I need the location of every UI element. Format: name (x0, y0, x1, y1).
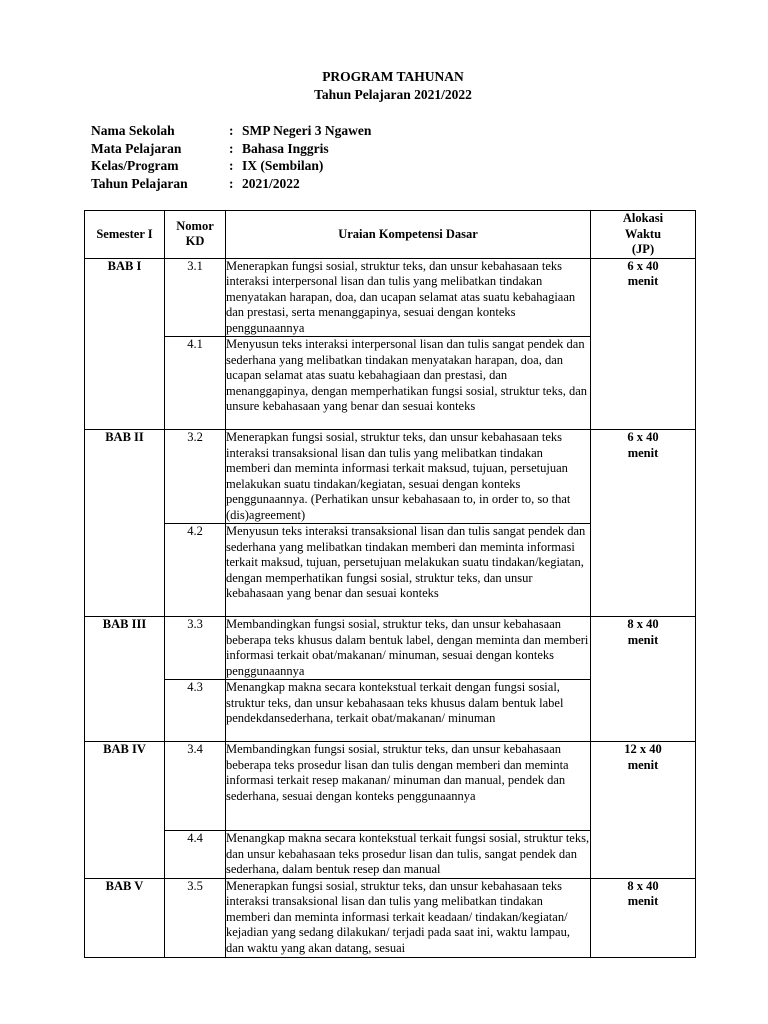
alokasi-cell (591, 878, 696, 957)
info-label: Nama Sekolah (91, 123, 175, 138)
info-colon: : (229, 123, 234, 138)
kd-description: Menyusun teks interaksi interpersonal lisan dan tulis sangat pendek dan sederhana yang melibatkan tindakan menyatakan harapan, doa, dan ucapan selamat atas suatu kebahagiaan dan prestasi, dan menanggapinya, dengan memperhatikan fungsi sosial, struktur teks, dan unsure kebahasaan yang benar dan sesuai konteks (226, 337, 591, 430)
table-row (85, 742, 696, 831)
header-alokasi-label: Alokasi Waktu (JP) (622, 211, 664, 256)
table-row (85, 617, 696, 680)
info-row-year (91, 175, 371, 193)
bab-cell: BAB V (85, 878, 165, 957)
info-row-class (91, 157, 371, 175)
kd-description: Membandingkan fungsi sosial, struktur teks, dan unsur kebahasaan beberapa teks prosedur lisan dan tulis dengan memberi dan meminta informasi terkait resep makanan/ minuman dan manual, pendek dan sederhana, sesuai dengan konteks penggunaannya (226, 742, 591, 831)
kd-number: 3.2 (165, 430, 226, 524)
info-label: Mata Pelajaran (91, 140, 182, 156)
alokasi-value: 12 x 40 menit (624, 742, 662, 772)
alokasi-value: 8 x 40 menit (627, 617, 659, 647)
info-label: Tahun Pelajaran (91, 175, 188, 191)
header-semester: Semester I (85, 211, 165, 259)
bab-cell: BAB II (85, 430, 165, 617)
info-row-school (91, 122, 371, 140)
kd-description: Membandingkan fungsi sosial, struktur teks, dan unsur kebahasaan beberapa teks khusus dalam bentuk label, dengan meminta dan memberi informasi terkait obat/makanan/ minuman, sesuai dengan konteks penggunaannya (226, 617, 591, 680)
alokasi-cell (591, 258, 696, 430)
info-colon: : (229, 140, 234, 156)
alokasi-value: 8 x 40 menit (627, 878, 659, 908)
alokasi-value: 6 x 40 menit (627, 258, 659, 288)
kd-description: Menangkap makna secara kontekstual terkait fungsi sosial, struktur teks, dan unsur kebahasaan teks prosedur lisan dan tulis, sangat pendek dan sederhana, dalam bentuk resep dan manual (226, 831, 590, 876)
alokasi-value: 6 x 40 menit (627, 430, 659, 460)
header-nomor-kd-label: Nomor KD (176, 218, 214, 249)
kd-description: Menerapkan fungsi sosial, struktur teks, dan unsur kebahasaan teks interaksi transaksional lisan dan tulis yang melibatkan tindakan memberi dan meminta informasi terkait keadaan/ tindakan/kegiatan/ kejadian yang sedang dilakukan/ terjadi pada saat ini, waktu lampau, dan waktu yang akan datang, sesuai (226, 878, 591, 957)
header-nomor-kd (165, 211, 226, 259)
kd-number: 4.2 (165, 524, 226, 617)
info-label: Kelas/Program (91, 158, 179, 173)
kompetensi-table (84, 210, 696, 958)
kd-description: Menyusun teks interaksi transaksional lisan dan tulis sangat pendek dan sederhana yang melibatkan tindakan memberi dan meminta informasi terkait maksud, tujuan, persetujuan melakukan suatu tindakan/kegiatan, dengan memperhatikan fungsi sosial, struktur teks, dan unsur kebahasaan yang benar dan sesuai konteks (226, 524, 591, 617)
bab-cell: BAB IV (85, 742, 165, 879)
kd-number: 4.3 (165, 680, 226, 742)
kd-description: Menangkap makna secara kontekstual terkait dengan fungsi sosial, struktur teks, dan unsur kebahasaan teks khusus dalam bentuk label pendekdansederhana, terkait obat/makanan/ minuman (226, 680, 591, 742)
table-row (85, 258, 696, 337)
school-info (91, 122, 371, 192)
document-title: PROGRAM TAHUNAN (322, 69, 464, 84)
header-uraian: Uraian Kompetensi Dasar (226, 211, 591, 259)
bab-cell: BAB III (85, 617, 165, 742)
table-header-row (85, 211, 696, 259)
info-value: Bahasa Inggris (242, 140, 329, 156)
alokasi-cell (591, 617, 696, 742)
bab-cell: BAB I (85, 258, 165, 430)
info-row-subject (91, 140, 371, 158)
alokasi-cell (591, 430, 696, 617)
alokasi-cell (591, 742, 696, 879)
info-value: IX (Sembilan) (242, 158, 324, 173)
info-value: 2021/2022 (242, 175, 300, 191)
table-row (85, 430, 696, 524)
document-subtitle: Tahun Pelajaran 2021/2022 (314, 87, 472, 102)
header-alokasi (591, 211, 696, 259)
table-row (85, 878, 696, 957)
kd-number: 3.3 (165, 617, 226, 680)
kd-description: Menerapkan fungsi sosial, struktur teks, dan unsur kebahasaan teks interaksi transaksional lisan dan tulis yang melibatkan tindakan memberi dan meminta informasi terkait maksud, tujuan, persetujuan melakukan suatu tindakan/kegiatan, sesuai dengan konteks penggunaannya. (Perhatikan unsur kebahasaan to, in order to, so that (dis)agreement) (226, 430, 591, 524)
kd-number: 4.4 (165, 831, 226, 879)
info-value: SMP Negeri 3 Ngawen (242, 123, 372, 138)
kd-number: 3.1 (165, 258, 226, 337)
kd-number: 4.1 (165, 337, 226, 430)
info-colon: : (229, 175, 234, 191)
kd-number: 3.4 (165, 742, 226, 831)
info-colon: : (229, 158, 234, 173)
kd-number: 3.5 (165, 878, 226, 957)
kd-description: Menerapkan fungsi sosial, struktur teks, dan unsur kebahasaan teks interaksi interpersonal lisan dan tulis yang melibatkan tindakan menyatakan harapan, doa, dan ucapan selamat atas suatu kebahagiaan dan prestasi, serta menanggapinya, sesuai dengan konteks penggunaannya (226, 258, 591, 337)
